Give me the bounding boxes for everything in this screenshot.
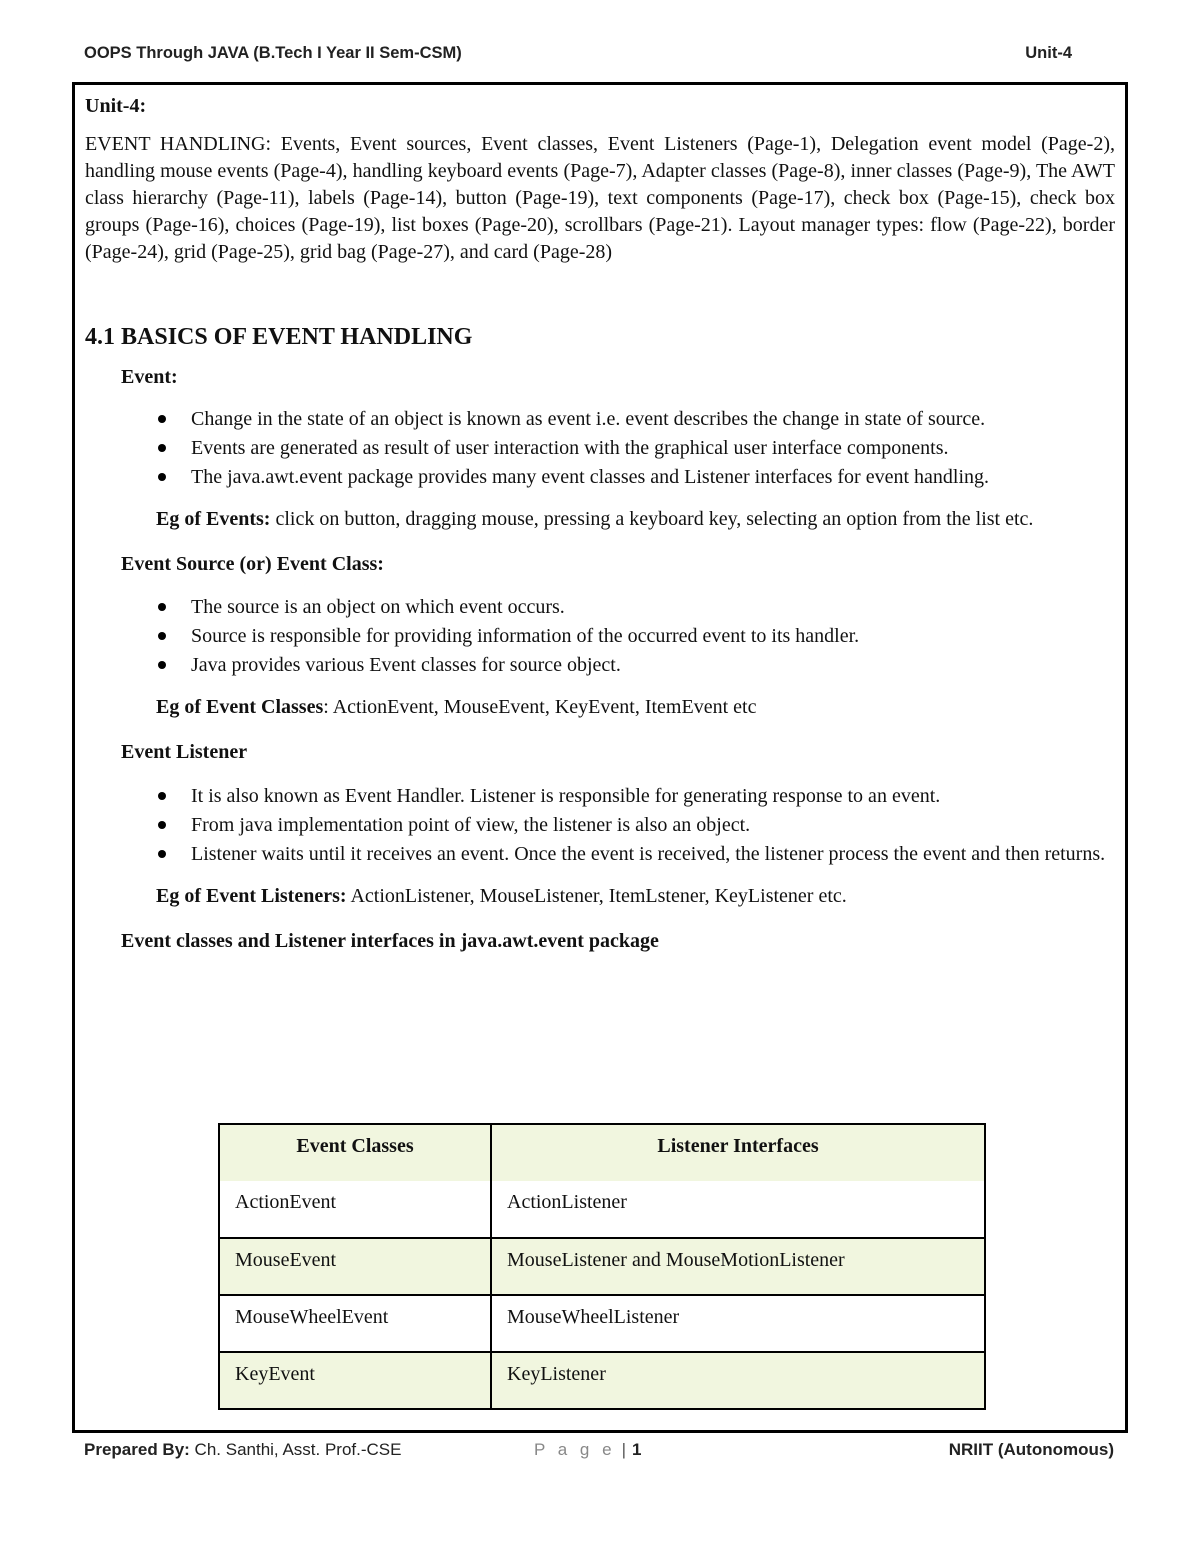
table-header-cell: Listener Interfaces: [491, 1124, 985, 1181]
list-item: Source is responsible for providing information of the occurred event to its handler.: [191, 623, 1115, 649]
list-item: Change in the state of an object is known as event i.e. event describes the change in state of source.: [191, 406, 1115, 432]
list-item: The source is an object on which event occurs.: [191, 594, 1115, 620]
unit-title: Unit-4:: [85, 95, 147, 117]
events-example-label: Eg of Events:: [156, 508, 271, 530]
table-cell: MouseEvent: [219, 1238, 491, 1295]
section-title: 4.1 BASICS OF EVENT HANDLING: [85, 324, 473, 350]
table-row: [219, 1181, 985, 1238]
list-item: Events are generated as result of user interaction with the graphical user interface components.: [191, 435, 1115, 461]
table-row: [219, 1295, 985, 1352]
table-cell: MouseWheelEvent: [219, 1295, 491, 1352]
source-bullet-list: [85, 594, 1115, 678]
footer-prepared-by: [84, 1440, 401, 1460]
event-listener-table: [218, 1123, 986, 1410]
list-item: It is also known as Event Handler. Listener is responsible for generating response to an event.: [191, 783, 1115, 809]
table-cell: MouseWheelListener: [491, 1295, 985, 1352]
table-cell: KeyEvent: [219, 1352, 491, 1409]
footer-prepared-label: Prepared By:: [84, 1440, 190, 1459]
list-item: Listener waits until it receives an event. Once the event is received, the listener process the event and then returns.: [191, 841, 1115, 867]
table-cell: KeyListener: [491, 1352, 985, 1409]
table-cell: MouseListener and MouseMotionListener: [491, 1238, 985, 1295]
event-listener-heading: Event Listener: [121, 741, 248, 763]
footer-prepared-text: Ch. Santhi, Asst. Prof.-CSE: [189, 1440, 402, 1459]
table-heading: Event classes and Listener interfaces in java.awt.event package: [121, 930, 659, 952]
event-classes-example: [156, 694, 1115, 720]
events-example: [156, 506, 1115, 532]
list-item: From java implementation point of view, the listener is also an object.: [191, 812, 1115, 838]
table-header-cell: Event Classes: [219, 1124, 491, 1181]
content-frame: [72, 82, 1128, 1433]
syllabus-paragraph: EVENT HANDLING: Events, Event sources, Event classes, Event Listeners (Page-1), Delegation event model (Page-2), handling mouse events (Page-4), handling keyboard events (Page-7), Adapter classes (Page-8), inner classes (Page-9), The AWT class hierarchy (Page-11), labels (Page-14), button (Page-19), text components (Page-17), check box (Page-15), check box groups (Page-16), choices (Page-19), list boxes (Page-20), scrollbars (Page-21). Layout manager types: flow (Page-22), border (Page-24), grid (Page-25), grid bag (Page-27), and card (Page-28): [85, 133, 1115, 263]
footer-page-separator: |: [621, 1440, 626, 1459]
event-listeners-example-label: Eg of Event Listeners:: [156, 885, 347, 907]
event-heading: Event:: [121, 366, 178, 388]
event-source-heading: Event Source (or) Event Class:: [121, 553, 384, 575]
header-course-title: OOPS Through JAVA (B.Tech I Year II Sem-CSM): [84, 44, 462, 62]
list-item: The java.awt.event package provides many event classes and Listener interfaces for event handling.: [191, 464, 1115, 490]
event-bullet-list: [85, 406, 1115, 490]
content-body: [85, 93, 1115, 954]
header-unit: Unit-4: [1025, 44, 1072, 62]
table-row: [219, 1238, 985, 1295]
table-row: [219, 1352, 985, 1409]
table-cell: ActionEvent: [219, 1181, 491, 1238]
listener-bullet-list: [85, 783, 1115, 867]
table-cell: ActionListener: [491, 1181, 985, 1238]
footer-page-word: P a g e: [534, 1440, 616, 1459]
event-classes-example-label: Eg of Event Classes: [156, 696, 324, 718]
footer-institution: NRIIT (Autonomous): [948, 1440, 1114, 1459]
footer-page-num: 1: [632, 1440, 642, 1459]
footer-page-number: [534, 1440, 641, 1460]
events-example-text: click on button, dragging mouse, pressing a keyboard key, selecting an option from the list etc.: [270, 508, 1034, 530]
event-classes-example-text: : ActionEvent, MouseEvent, KeyEvent, ItemEvent etc: [323, 696, 757, 718]
list-item: Java provides various Event classes for source object.: [191, 652, 1115, 678]
event-listeners-example: [156, 883, 1115, 909]
table-header-row: [219, 1124, 985, 1181]
event-listeners-example-text: ActionListener, MouseListener, ItemLstener, KeyListener etc.: [346, 885, 847, 907]
